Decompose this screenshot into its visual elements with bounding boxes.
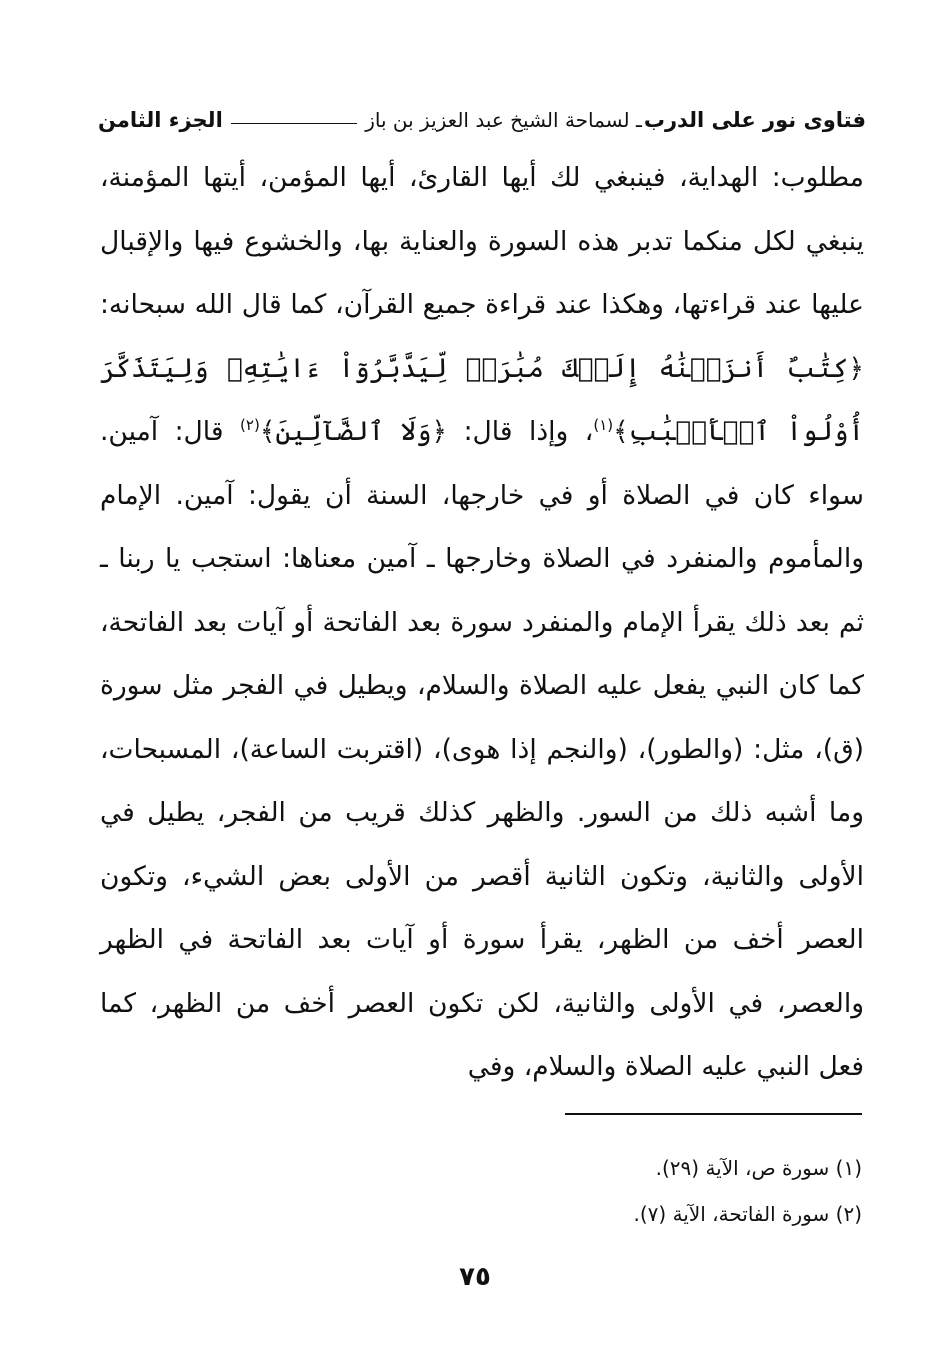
page-number: ٧٥: [459, 1262, 491, 1292]
text-before-verse: مطلوب: الهداية، فينبغي لك أيها القارئ، أيها المؤمن، أيتها المؤمنة، ينبغي لكل منكما تدبر هذه السورة والعناية بها، والخشوع فيها والإقبال عليها عند قراءتها، وهكذا عند قراءة جميع القرآن، كما قال الله سبحانه:: [100, 162, 864, 320]
footnote-separator: [565, 1113, 862, 1115]
connector-text: ، وإذا قال:: [447, 416, 594, 447]
text-after-verse: قال: آمين. سواء كان في الصلاة أو في خارجها، السنة أن يقول: آمين. الإمام والمأموم والمنفرد في الصلاة وخارجها ـ آمين معناها: استجب يا ربنا ـ ثم بعد ذلك يقرأ الإمام والمنفرد سورة بعد الفاتحة أو آيات بعد الفاتحة، كما كان النبي يفعل عليه الصلاة والسلام، ويطيل في الفجر مثل سورة (ق)، مثل: (والطور)، (والنجم إذا هوى)، (اقتربت الساعة)، المسبحات، وما أشبه ذلك من السور. والظهر كذلك قريب من الفجر، يطيل في الأولى والثانية، وتكون الثانية أقصر من الأولى بعض الشيء، وتكون العصر أخف من الظهر، يقرأ سورة أو آيات بعد الفاتحة في الظهر والعصر، في الأولى والثانية، لكن تكون العصر أخف من الظهر، كما فعل النبي عليه الصلاة والسلام، وفي: [100, 416, 864, 1082]
footnote-1: (١) سورة ص، الآية (٢٩).: [655, 1156, 862, 1180]
part-label: الجزء الثامن: [98, 108, 223, 132]
book-title: فتاوى نور على الدرب: [643, 108, 866, 132]
body-paragraph: [100, 146, 864, 1099]
footnotes: [300, 1145, 862, 1237]
running-header: [98, 100, 866, 140]
footnote-ref-2[interactable]: (٢): [240, 416, 260, 435]
main-text: [100, 146, 864, 1099]
quran-verse-2: ﴿وَلَا ٱلضَّآلِّينَ﴾: [259, 416, 448, 447]
quran-verse-1: ﴿كِتَٰبٌ أَنزَلۡنَٰهُ إِلَيۡكَ مُبَٰرَكٞ لِّيَدَّبَّرُوٓاْ ءَايَٰتِهِۦ وَلِيَتَذَكَّرَ أُوْلُواْ ٱلۡأَلۡبَٰبِ﴾: [100, 352, 864, 447]
header-rule: [231, 123, 357, 124]
footnote-2: (٢) سورة الفاتحة، الآية (٧).: [633, 1202, 862, 1226]
author-name: ـ لسماحة الشيخ عبد العزيز بن باز: [365, 108, 642, 132]
footnote-ref-1[interactable]: (١): [593, 416, 614, 435]
